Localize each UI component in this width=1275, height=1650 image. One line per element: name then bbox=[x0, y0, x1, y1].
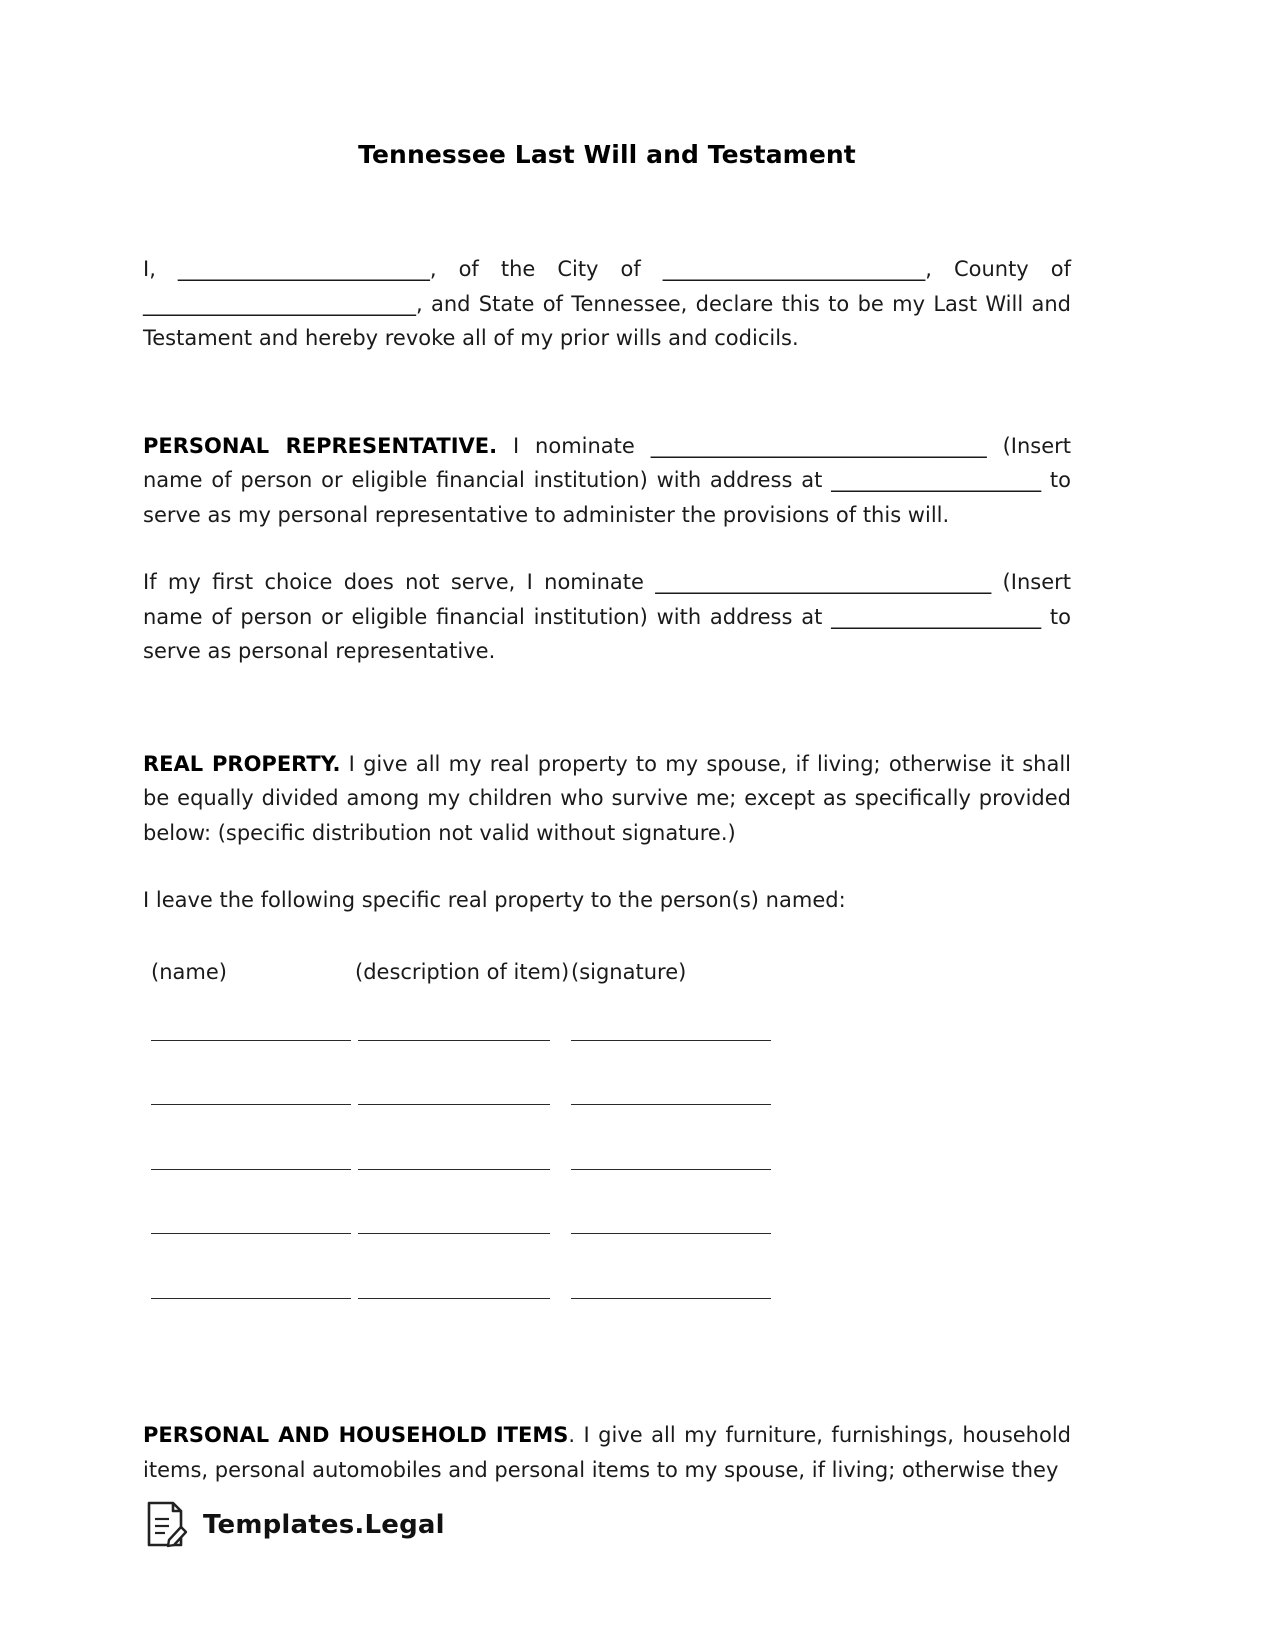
table-row bbox=[143, 1213, 1071, 1278]
personal-representative-heading: PERSONAL REPRESENTATIVE. bbox=[143, 433, 498, 458]
intro-paragraph: I, ________________________, of the City of _________________________, County of __________________________, and State of Tennessee, declare this to be my Last Will and Testament and hereby revoke all of my prior wills and codicils. bbox=[143, 257, 1071, 350]
name-blank-line[interactable] bbox=[151, 1104, 351, 1105]
personal-representative-paragraph-1 bbox=[143, 429, 1071, 533]
table-row bbox=[143, 1084, 1071, 1149]
name-blank-line[interactable] bbox=[151, 1169, 351, 1170]
real-property-heading: REAL PROPERTY. bbox=[143, 751, 341, 776]
name-blank-line[interactable] bbox=[151, 1298, 351, 1299]
signature-blank-line[interactable] bbox=[571, 1104, 771, 1105]
signature-blank-line[interactable] bbox=[571, 1233, 771, 1234]
personal-representative-body-1: I nominate ________________________________ (Insert name of person or eligible financial institution) with address at ____________________ to serve as my personal representative to administer the provisions of this will. bbox=[143, 433, 1071, 527]
table-row bbox=[143, 1020, 1071, 1085]
real-property-body-1: I give all my real property to my spouse, if living; otherwise it shall be equally divided among my children who survive me; except as specifically provided below: (specific distribution not valid without signature.) bbox=[143, 751, 1072, 845]
name-blank-line[interactable] bbox=[151, 1233, 351, 1234]
description-blank-line[interactable] bbox=[358, 1104, 550, 1105]
personal-household-items-paragraph bbox=[143, 1418, 1071, 1487]
description-blank-line[interactable] bbox=[358, 1298, 550, 1299]
name-blank-line[interactable] bbox=[151, 1040, 351, 1041]
description-blank-line[interactable] bbox=[358, 1169, 550, 1170]
column-header-name: (name) bbox=[151, 959, 227, 984]
document-pen-icon bbox=[143, 1500, 189, 1550]
table-row bbox=[143, 1278, 1071, 1343]
signature-lines-table bbox=[143, 1020, 1071, 1343]
personal-household-items-body: . I give all my furniture, furnishings, household items, personal automobiles and personal items to my spouse, if living; otherwise they bbox=[143, 1423, 1071, 1482]
column-header-description: (description of item) bbox=[355, 959, 570, 984]
description-blank-line[interactable] bbox=[358, 1040, 550, 1041]
personal-household-items-heading: PERSONAL AND HOUSEHOLD ITEMS bbox=[143, 1423, 569, 1447]
signature-blank-line[interactable] bbox=[571, 1040, 771, 1041]
real-property-paragraph-1 bbox=[143, 747, 1071, 851]
table-row bbox=[143, 1149, 1071, 1214]
personal-representative-paragraph-2: If my first choice does not serve, I nominate ________________________________ (Insert name of person or eligible financial institution) with address at ____________________ to serve as personal representative. bbox=[143, 570, 1071, 663]
page-title: Tennessee Last Will and Testament bbox=[358, 140, 856, 169]
table-column-headers bbox=[143, 960, 1071, 990]
signature-blank-line[interactable] bbox=[571, 1298, 771, 1299]
footer bbox=[143, 1500, 445, 1550]
footer-brand-label: Templates.Legal bbox=[203, 1510, 445, 1540]
description-blank-line[interactable] bbox=[358, 1233, 550, 1234]
real-property-paragraph-2: I leave the following specific real property to the person(s) named: bbox=[143, 888, 846, 912]
signature-blank-line[interactable] bbox=[571, 1169, 771, 1170]
document-content bbox=[143, 0, 1071, 1487]
column-header-signature: (signature) bbox=[571, 959, 687, 984]
